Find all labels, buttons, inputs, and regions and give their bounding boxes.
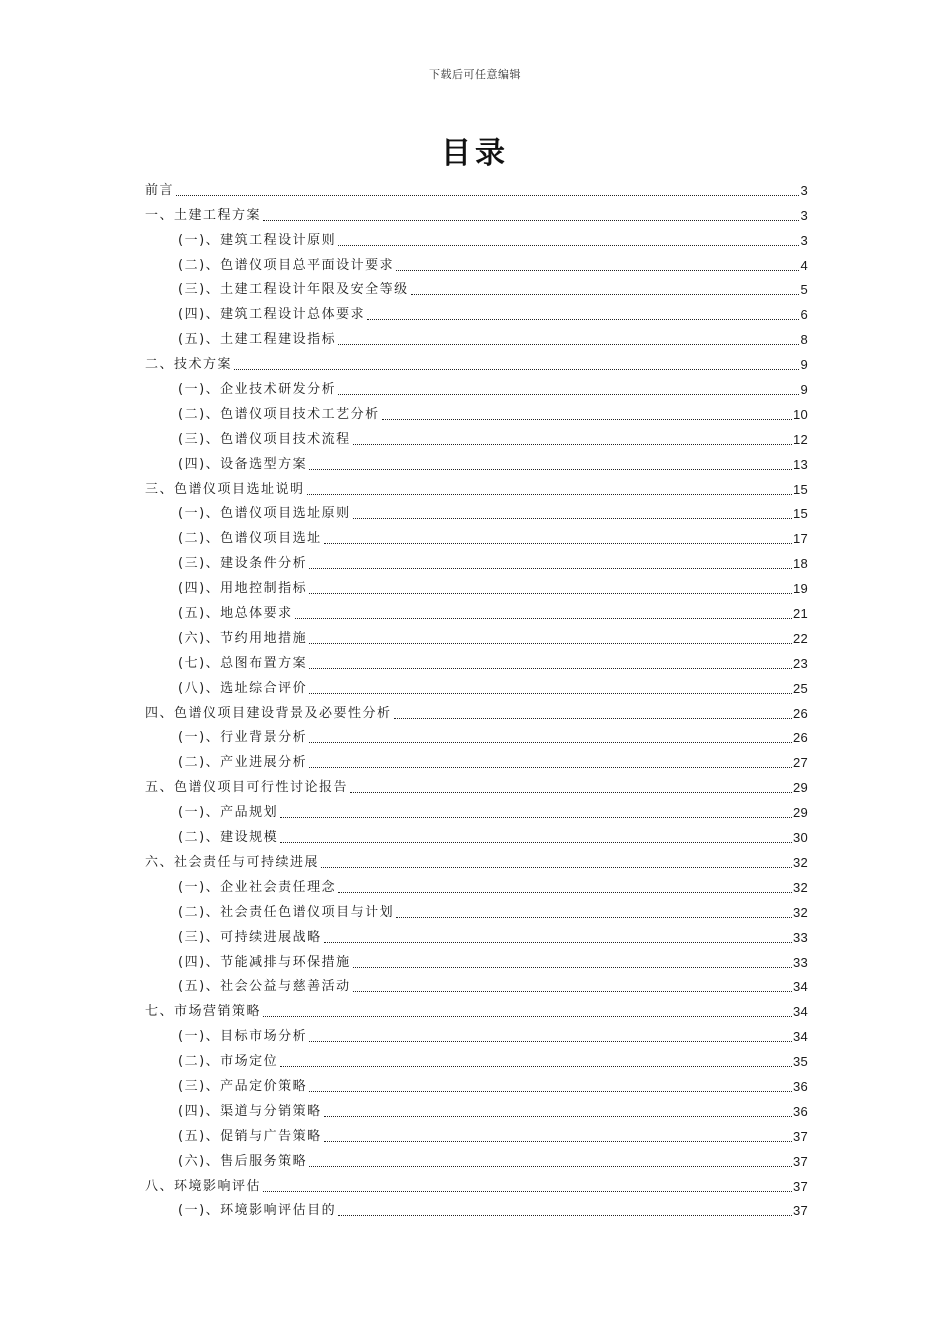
toc-entry-page-number: 15 [792,481,808,497]
toc-entry-label: (二)、色谱仪项目选址 [178,531,322,547]
toc-entry[interactable] [145,846,808,871]
toc-entry[interactable] [145,547,808,572]
toc-entry[interactable] [145,746,808,771]
toc-entry-page-number: 25 [792,680,808,696]
toc-entry[interactable] [145,1020,808,1045]
toc-dot-leader [234,368,799,370]
toc-entry-label: (四)、建筑工程设计总体要求 [178,307,366,323]
toc-entry[interactable] [145,348,808,373]
toc-entry-page-number: 26 [792,730,808,746]
toc-entry[interactable] [145,398,808,423]
toc-entry-page-number: 5 [800,282,808,298]
toc-entry-page-number: 17 [792,531,808,547]
toc-entry[interactable] [145,199,808,224]
toc-entry-page-number: 37 [792,1178,808,1194]
toc-dot-leader [367,318,799,320]
toc-dot-leader [324,1115,792,1117]
toc-dot-leader [350,791,792,793]
toc-dot-leader [321,866,792,868]
toc-dot-leader [353,990,792,992]
header-note: 下载后可任意编辑 [429,68,521,81]
toc-dot-leader [280,816,792,818]
toc-entry[interactable] [145,224,808,249]
toc-dot-leader [353,966,792,968]
toc-entry-label: (五)、社会公益与慈善活动 [178,979,351,995]
toc-entry-page-number: 34 [792,979,808,995]
toc-entry[interactable] [145,1145,808,1170]
toc-entry-page-number: 34 [792,1004,808,1020]
toc-entry-label: (八)、选址综合评价 [178,680,308,696]
toc-entry[interactable] [145,1120,808,1145]
toc-entry-label: 一、土建工程方案 [145,207,262,223]
toc-entry-page-number: 18 [792,556,808,572]
toc-entry-page-number: 22 [792,630,808,646]
toc-entry[interactable] [145,921,808,946]
toc-dot-leader [396,916,792,918]
toc-entry-label: (一)、行业背景分析 [178,730,308,746]
toc-entry-page-number: 6 [800,307,808,323]
toc-entry-label: (五)、土建工程建设指标 [178,332,337,348]
toc-entry-page-number: 8 [800,332,808,348]
toc-entry-label: (五)、促销与广告策略 [178,1128,322,1144]
toc-entry[interactable] [145,298,808,323]
toc-entry[interactable] [145,871,808,896]
toc-entry[interactable] [145,647,808,672]
toc-entry[interactable] [145,971,808,996]
toc-entry-page-number: 32 [792,854,808,870]
toc-entry-page-number: 37 [792,1153,808,1169]
toc-entry-page-number: 37 [792,1203,808,1219]
toc-entry-label: (一)、产品规划 [178,805,279,821]
toc-entry-page-number: 32 [792,904,808,920]
toc-entry-label: 二、技术方案 [145,357,233,373]
toc-entry[interactable] [145,249,808,274]
toc-dot-leader [324,542,792,544]
toc-entry-label: 六、社会责任与可持续进展 [145,854,320,870]
toc-dot-leader [382,418,792,420]
toc-entry[interactable] [145,597,808,622]
toc-dot-leader [309,1040,792,1042]
toc-entry-label: (四)、节能减排与环保措施 [178,954,351,970]
toc-entry[interactable] [145,1070,808,1095]
toc-entry-page-number: 19 [792,581,808,597]
toc-entry[interactable] [145,821,808,846]
toc-entry-page-number: 9 [800,382,808,398]
toc-entry-label: (一)、企业技术研发分析 [178,382,337,398]
toc-entry-label: (二)、建设规模 [178,830,279,846]
toc-dot-leader [309,567,792,569]
toc-entry[interactable] [145,522,808,547]
toc-entry[interactable] [145,572,808,597]
toc-dot-leader [309,741,792,743]
toc-entry-page-number: 35 [792,1054,808,1070]
toc-entry[interactable] [145,622,808,647]
toc-entry-label: (四)、渠道与分销策略 [178,1103,322,1119]
toc-entry-page-number: 21 [792,606,808,622]
toc-entry[interactable] [145,1095,808,1120]
toc-dot-leader [280,1065,792,1067]
toc-entry-label: (二)、产业进展分析 [178,755,308,771]
toc-entry[interactable] [145,1170,808,1195]
toc-entry-page-number: 9 [800,357,808,373]
toc-entry-page-number: 15 [792,506,808,522]
toc-dot-leader [338,343,799,345]
toc-dot-leader [353,517,792,519]
toc-dot-leader [280,841,792,843]
toc-dot-leader [338,244,799,246]
toc-entry[interactable] [145,473,808,498]
toc-entry-page-number: 36 [792,1078,808,1094]
toc-dot-leader [338,891,792,893]
toc-entry-label: (一)、环境影响评估目的 [178,1203,337,1219]
toc-dot-leader [263,219,799,221]
toc-entry-label: (四)、用地控制指标 [178,581,308,597]
toc-entry-label: 四、色谱仪项目建设背景及必要性分析 [145,705,392,721]
toc-entry-page-number: 3 [800,207,808,223]
toc-entry-label: (六)、节约用地措施 [178,630,308,646]
toc-entry-page-number: 36 [792,1103,808,1119]
toc-dot-leader [353,443,792,445]
toc-dot-leader [324,941,792,943]
toc-entry[interactable] [145,323,808,348]
toc-dot-leader [309,692,792,694]
toc-entry[interactable] [145,373,808,398]
toc-entry-page-number: 33 [792,954,808,970]
toc-dot-leader [309,592,792,594]
toc-entry[interactable] [145,498,808,523]
toc-entry[interactable] [145,672,808,697]
toc-entry-page-number: 3 [800,232,808,248]
toc-dot-leader [263,1015,792,1017]
toc-entry[interactable] [145,722,808,747]
toc-entry-label: (二)、色谱仪项目总平面设计要求 [178,257,395,273]
toc-entry-page-number: 29 [792,780,808,796]
toc-entry-page-number: 37 [792,1128,808,1144]
toc-entry-page-number: 10 [792,406,808,422]
toc-entry[interactable] [145,771,808,796]
toc-dot-leader [295,617,792,619]
toc-entry-page-number: 26 [792,705,808,721]
toc-dot-leader [309,667,792,669]
toc-entry[interactable] [145,697,808,722]
toc-entry-page-number: 4 [800,257,808,273]
toc-dot-leader [307,493,792,495]
toc-entry-label: (二)、社会责任色谱仪项目与计划 [178,904,395,920]
toc-entry-label: 八、环境影响评估 [145,1178,262,1194]
toc-entry-page-number: 30 [792,830,808,846]
toc-entry-page-number: 13 [792,456,808,472]
table-of-contents [145,174,808,1219]
toc-dot-leader [309,642,792,644]
toc-entry-label: (三)、建设条件分析 [178,556,308,572]
toc-entry-page-number: 23 [792,655,808,671]
toc-entry-label: (三)、色谱仪项目技术流程 [178,431,351,447]
toc-dot-leader [411,293,800,295]
toc-entry-label: 五、色谱仪项目可行性讨论报告 [145,780,349,796]
toc-entry[interactable] [145,174,808,199]
toc-entry-page-number: 33 [792,929,808,945]
toc-dot-leader [309,468,792,470]
toc-entry-label: (三)、可持续进展战略 [178,929,322,945]
toc-entry-label: (一)、目标市场分析 [178,1029,308,1045]
toc-entry-label: (四)、设备选型方案 [178,456,308,472]
toc-dot-leader [338,393,799,395]
toc-entry[interactable] [145,946,808,971]
toc-entry-label: (五)、地总体要求 [178,606,293,622]
toc-entry-page-number: 3 [800,182,808,198]
toc-dot-leader [396,269,799,271]
toc-entry-label: (三)、土建工程设计年限及安全等级 [178,282,409,298]
toc-entry[interactable] [145,1045,808,1070]
toc-entry-label: (二)、市场定位 [178,1054,279,1070]
page-title: 目录 [441,136,509,171]
toc-entry-label: (二)、色谱仪项目技术工艺分析 [178,406,380,422]
toc-entry-page-number: 12 [792,431,808,447]
toc-entry-label: (一)、企业社会责任理念 [178,879,337,895]
toc-entry-label: (七)、总图布置方案 [178,655,308,671]
toc-entry-page-number: 32 [792,879,808,895]
toc-entry-label: (三)、产品定价策略 [178,1078,308,1094]
toc-dot-leader [309,1090,792,1092]
toc-dot-leader [309,1165,792,1167]
toc-dot-leader [394,717,792,719]
toc-entry-label: 前言 [145,182,175,198]
toc-dot-leader [309,766,792,768]
toc-entry[interactable] [145,995,808,1020]
toc-entry[interactable] [145,1195,808,1220]
toc-entry-page-number: 34 [792,1029,808,1045]
toc-dot-leader [338,1214,792,1216]
toc-entry-label: 七、市场营销策略 [145,1004,262,1020]
toc-entry-label: (一)、建筑工程设计原则 [178,232,337,248]
toc-entry-page-number: 29 [792,805,808,821]
toc-entry[interactable] [145,274,808,299]
toc-entry-label: (六)、售后服务策略 [178,1153,308,1169]
toc-entry-page-number: 27 [792,755,808,771]
toc-entry-label: (一)、色谱仪项目选址原则 [178,506,351,522]
toc-dot-leader [324,1140,792,1142]
toc-entry[interactable] [145,448,808,473]
toc-dot-leader [263,1190,792,1192]
toc-dot-leader [176,194,799,196]
toc-entry-label: 三、色谱仪项目选址说明 [145,481,305,497]
toc-entry[interactable] [145,796,808,821]
toc-entry[interactable] [145,896,808,921]
toc-entry[interactable] [145,423,808,448]
